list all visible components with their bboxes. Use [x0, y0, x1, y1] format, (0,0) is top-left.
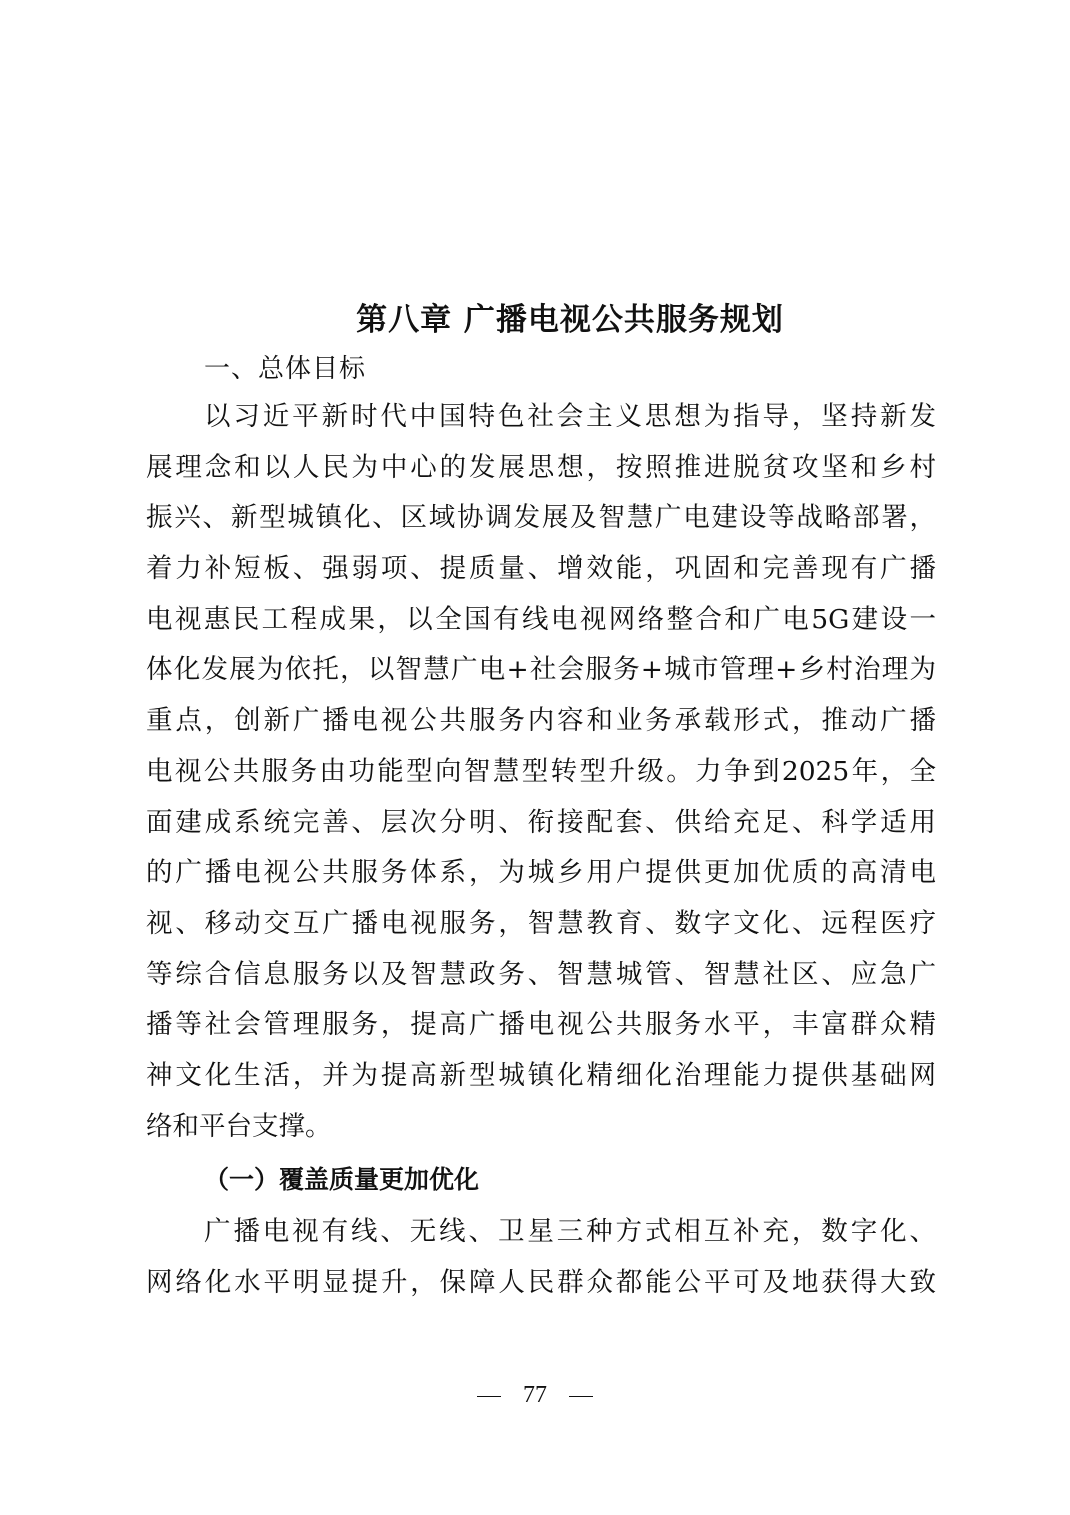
text-line: 着力补短板、强弱项、提质量、增效能，巩固和完善现有广播 [146, 553, 936, 585]
text-line: 网络化水平明显提升，保障人民群众都能公平可及地获得大致 [146, 1266, 936, 1298]
dash-left [477, 1396, 501, 1397]
text-line: 电视公共服务由功能型向智慧型转型升级。力争到2025年，全 [146, 755, 936, 787]
paragraph-1 [146, 392, 946, 1152]
section-heading: 一、总体目标 [204, 354, 367, 384]
page-footer [0, 1382, 1070, 1409]
paragraph-2 [146, 1207, 946, 1308]
text-line: 神文化生活，并为提高新型城镇化精细化治理能力提供基础网 [146, 1059, 936, 1091]
chapter-title: 第八章 广播电视公共服务规划 [356, 302, 784, 338]
text-line: 等综合信息服务以及智慧政务、智慧城管、智慧社区、应急广 [146, 958, 936, 990]
text-line: 以习近平新时代中国特色社会主义思想为指导，坚持新发 [204, 401, 936, 432]
text-line: 振兴、新型城镇化、区域协调发展及智慧广电建设等战略部署， [146, 502, 936, 534]
text-line: 的广播电视公共服务体系，为城乡用户提供更加优质的高清电 [146, 857, 936, 889]
text-line: 面建成系统完善、层次分明、衔接配套、供给充足、科学适用 [146, 806, 936, 838]
subsection-heading: （一）覆盖质量更加优化 [204, 1165, 480, 1194]
text-line: 播等社会管理服务，提高广播电视公共服务水平，丰富群众精 [146, 1009, 936, 1041]
text-line: 络和平台支撑。 [146, 1110, 332, 1142]
text-line: 重点，创新广播电视公共服务内容和业务承载形式，推动广播 [146, 705, 936, 737]
page-number: 77 [523, 1382, 547, 1408]
dash-right [569, 1396, 593, 1397]
text-line: 体化发展为依托，以智慧广电+社会服务+城市管理+乡村治理为 [146, 654, 936, 686]
text-line: 广播电视有线、无线、卫星三种方式相互补充，数字化、 [204, 1216, 936, 1247]
text-line: 展理念和以人民为中心的发展思想，按照推进脱贫攻坚和乡村 [146, 451, 936, 483]
text-line: 视、移动交互广播电视服务，智慧教育、数字文化、远程医疗 [146, 907, 936, 939]
text-line: 电视惠民工程成果，以全国有线电视网络整合和广电5G建设一 [146, 603, 936, 635]
